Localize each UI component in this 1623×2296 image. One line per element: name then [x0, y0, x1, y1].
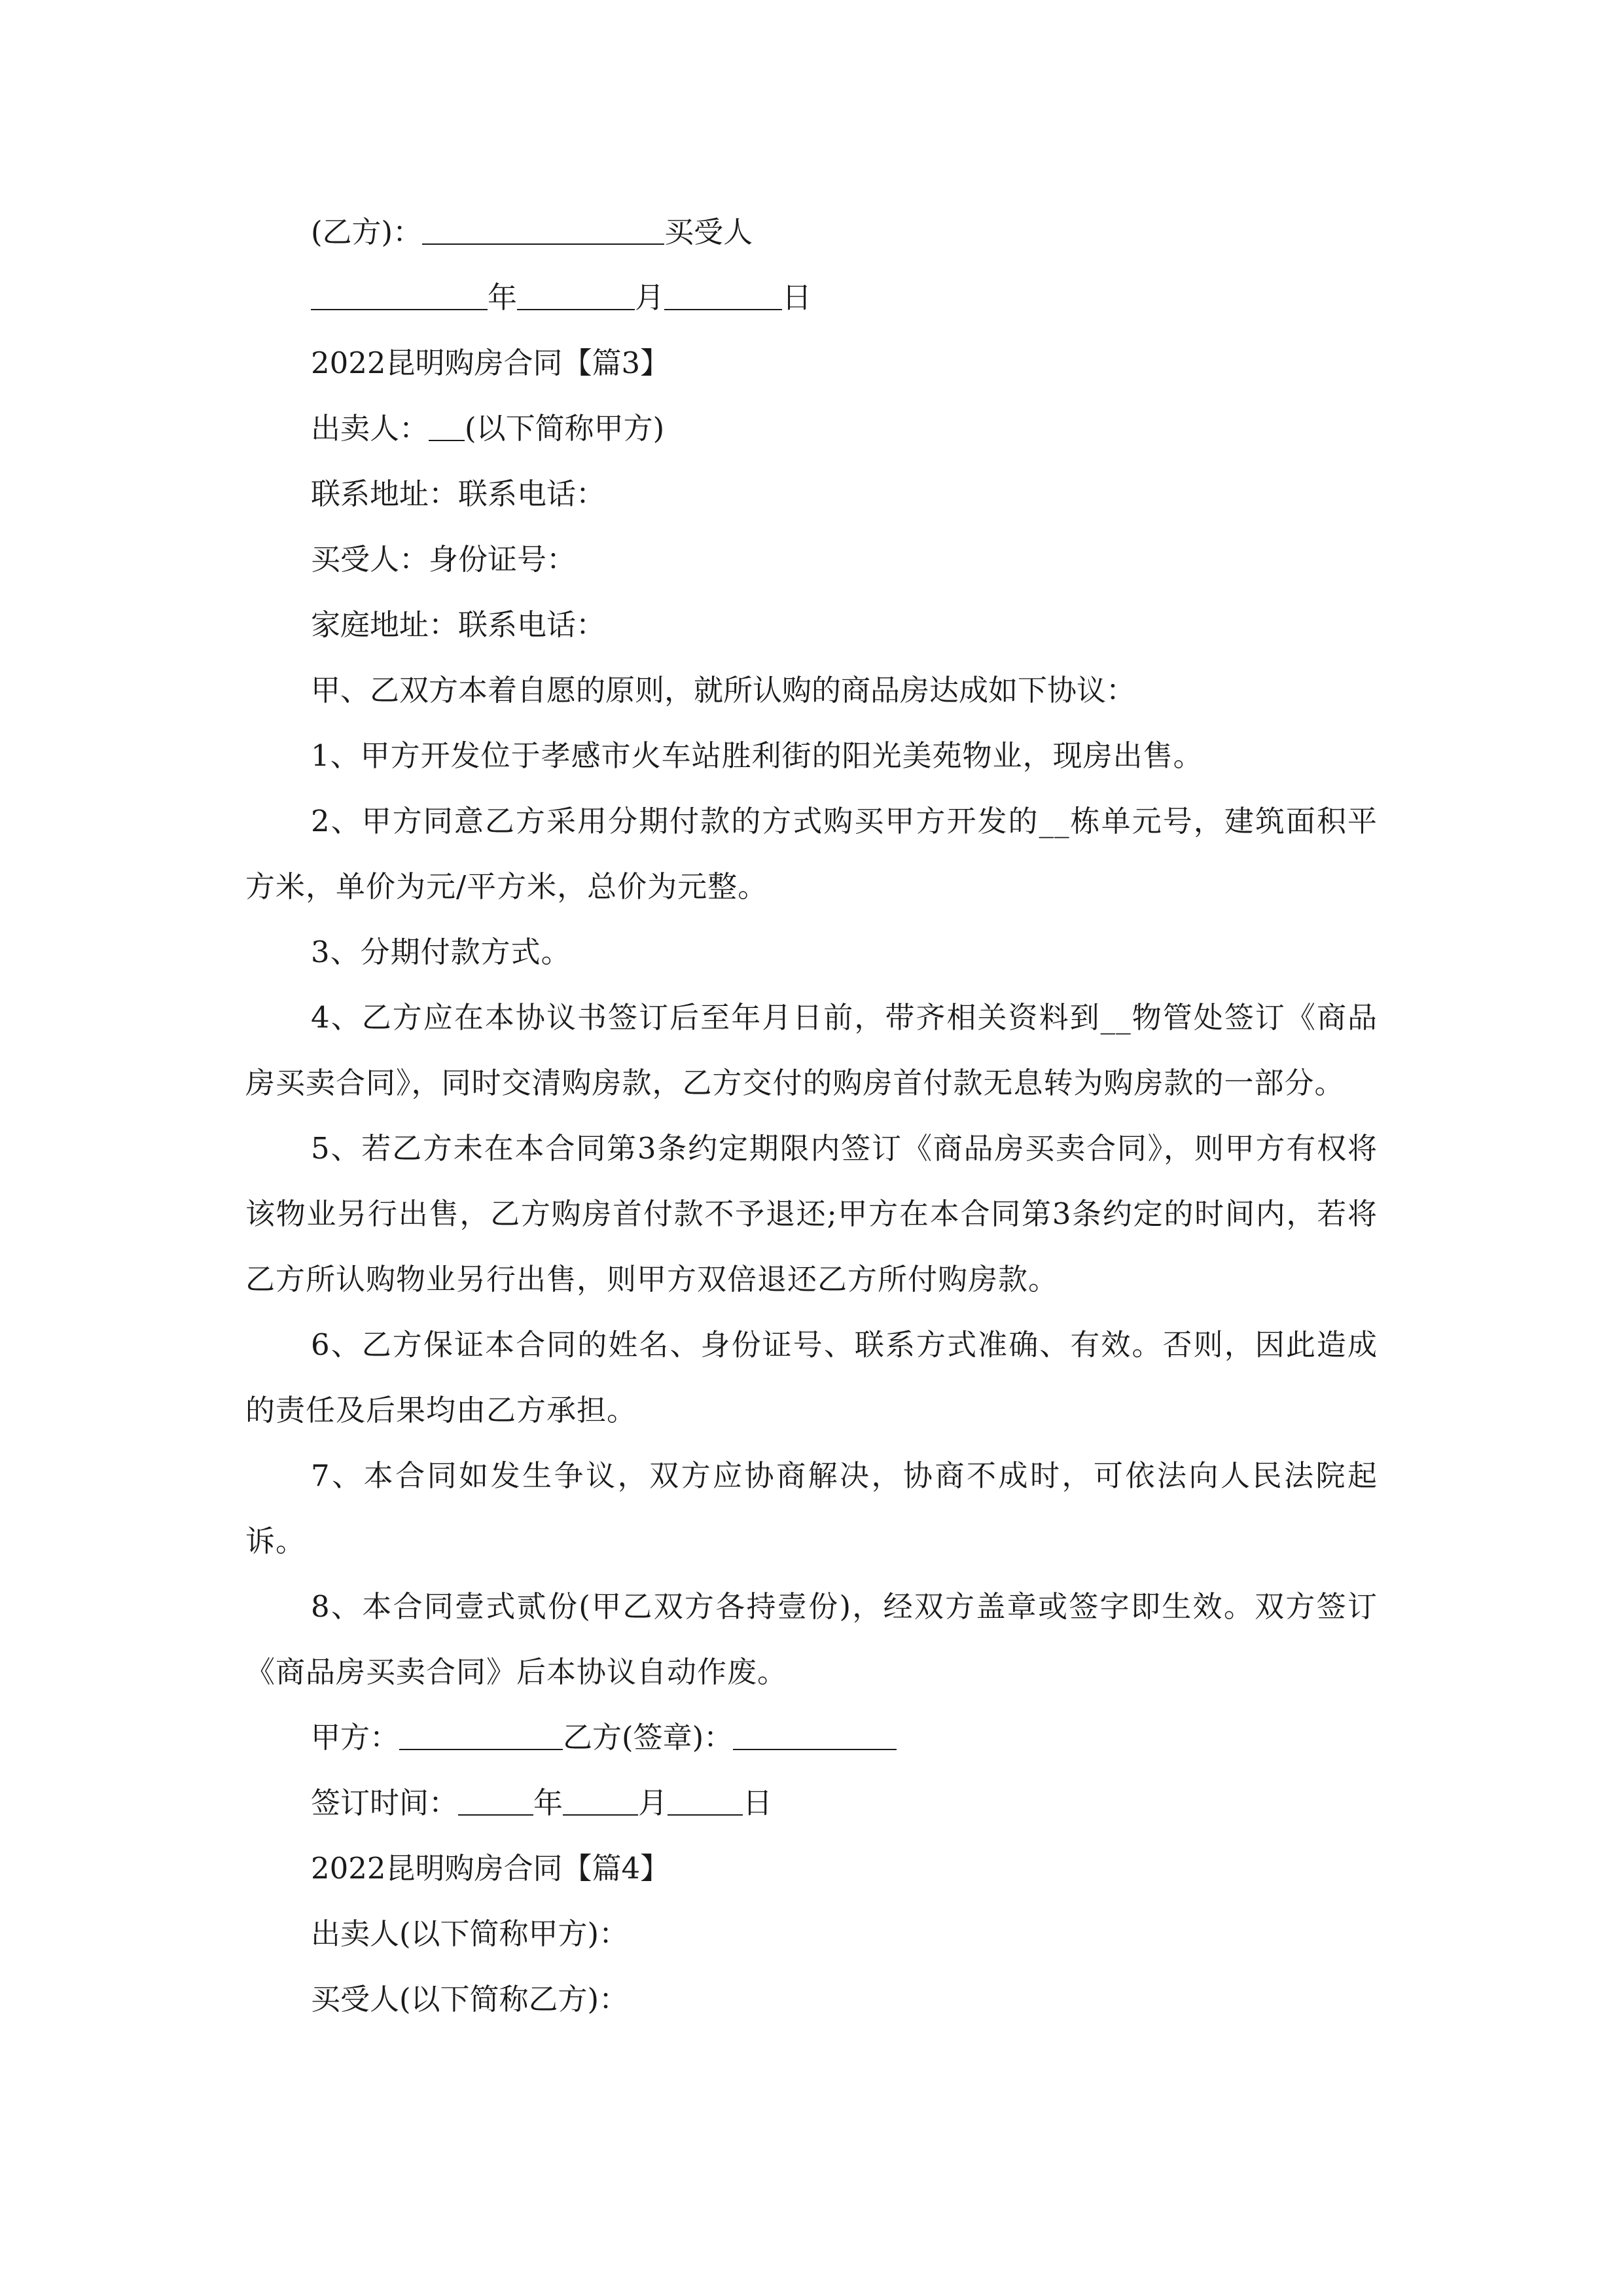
section4-seller: 出卖人(以下简称甲方)： — [311, 1916, 629, 1951]
clause-5: 5、若乙方未在本合同第3条约定期限内签订《商品房买卖合同》，则甲方有权将该物业另行出售，乙方购房首付款不予退还;甲方在本合同第3条约定的时间内，若将乙方所认购物业另行出售，则甲方双倍退还乙方所付购房款。 — [245, 1131, 1378, 1297]
home-line: 家庭地址：联系电话： — [311, 607, 606, 642]
year-label: 年 — [488, 280, 518, 315]
sign-year-blank — [458, 1788, 533, 1816]
clause-7: 7、本合同如发生争议，双方应协商解决，协商不成时，可依法向人民法院起诉。 — [245, 1458, 1378, 1558]
contact-line: 联系地址：联系电话： — [311, 476, 606, 511]
sign-party-a: 甲方： — [311, 1720, 400, 1755]
clause-3: 3、分期付款方式。 — [311, 935, 571, 969]
document-body — [245, 200, 1378, 2032]
sign-party-b: 乙方(签章)： — [563, 1720, 734, 1755]
clause-2: 2、甲方同意乙方采用分期付款的方式购买甲方开发的__栋单元号，建筑面积平方米，单价为元/平方米，总价为元整。 — [245, 804, 1378, 904]
day-label: 日 — [782, 280, 812, 315]
seller-prefix: 出卖人： — [311, 411, 429, 446]
sign-day-blank — [668, 1788, 743, 1816]
party-b-blank — [422, 217, 664, 245]
section4-buyer: 买受人(以下简称乙方)： — [311, 1982, 629, 2017]
month-blank — [517, 283, 635, 310]
signature-line — [245, 1705, 1378, 1770]
clause-8: 8、本合同壹式贰份(甲乙双方各持壹份)，经双方盖章或签字即生效。双方签订《商品房买卖合同》后本协议自动作废。 — [245, 1589, 1378, 1689]
seller-line — [245, 396, 1378, 461]
sign-time-label: 签订时间： — [311, 1785, 459, 1820]
month-label: 月 — [635, 280, 665, 315]
sign-day-label: 日 — [743, 1785, 773, 1820]
party-b-suffix: 买受人 — [664, 215, 753, 249]
year-blank — [311, 283, 488, 310]
section4-title: 2022昆明购房合同【篇4】 — [311, 1851, 670, 1886]
seller-blank — [429, 414, 465, 441]
party-a-blank — [399, 1723, 563, 1750]
party-b-signature-line — [245, 200, 1378, 265]
party-b-label: (乙方)： — [311, 215, 423, 249]
buyer-line: 买受人：身份证号： — [311, 542, 577, 577]
party-b-sign-blank — [733, 1723, 897, 1750]
clause-6: 6、乙方保证本合同的姓名、身份证号、联系方式准确、有效。否则，因此造成的责任及后果均由乙方承担。 — [245, 1327, 1378, 1427]
day-blank — [664, 283, 782, 310]
clause-4: 4、乙方应在本协议书签订后至年月日前，带齐相关资料到__物管处签订《商品房买卖合同》，同时交清购房款，乙方交付的购房首付款无息转为购房款的一部分。 — [245, 1000, 1378, 1100]
clause-1: 1、甲方开发位于孝感市火车站胜利街的阳光美苑物业，现房出售。 — [311, 738, 1204, 773]
sign-month-label: 月 — [638, 1785, 668, 1820]
sign-month-blank — [563, 1788, 638, 1816]
sign-year-label: 年 — [533, 1785, 563, 1820]
sign-time-line — [245, 1770, 1378, 1836]
section3-title: 2022昆明购房合同【篇3】 — [311, 346, 670, 380]
date-line-top — [245, 265, 1378, 331]
intro-line: 甲、乙双方本着自愿的原则，就所认购的商品房达成如下协议： — [311, 673, 1136, 708]
seller-suffix: (以下简称甲方) — [465, 411, 665, 446]
